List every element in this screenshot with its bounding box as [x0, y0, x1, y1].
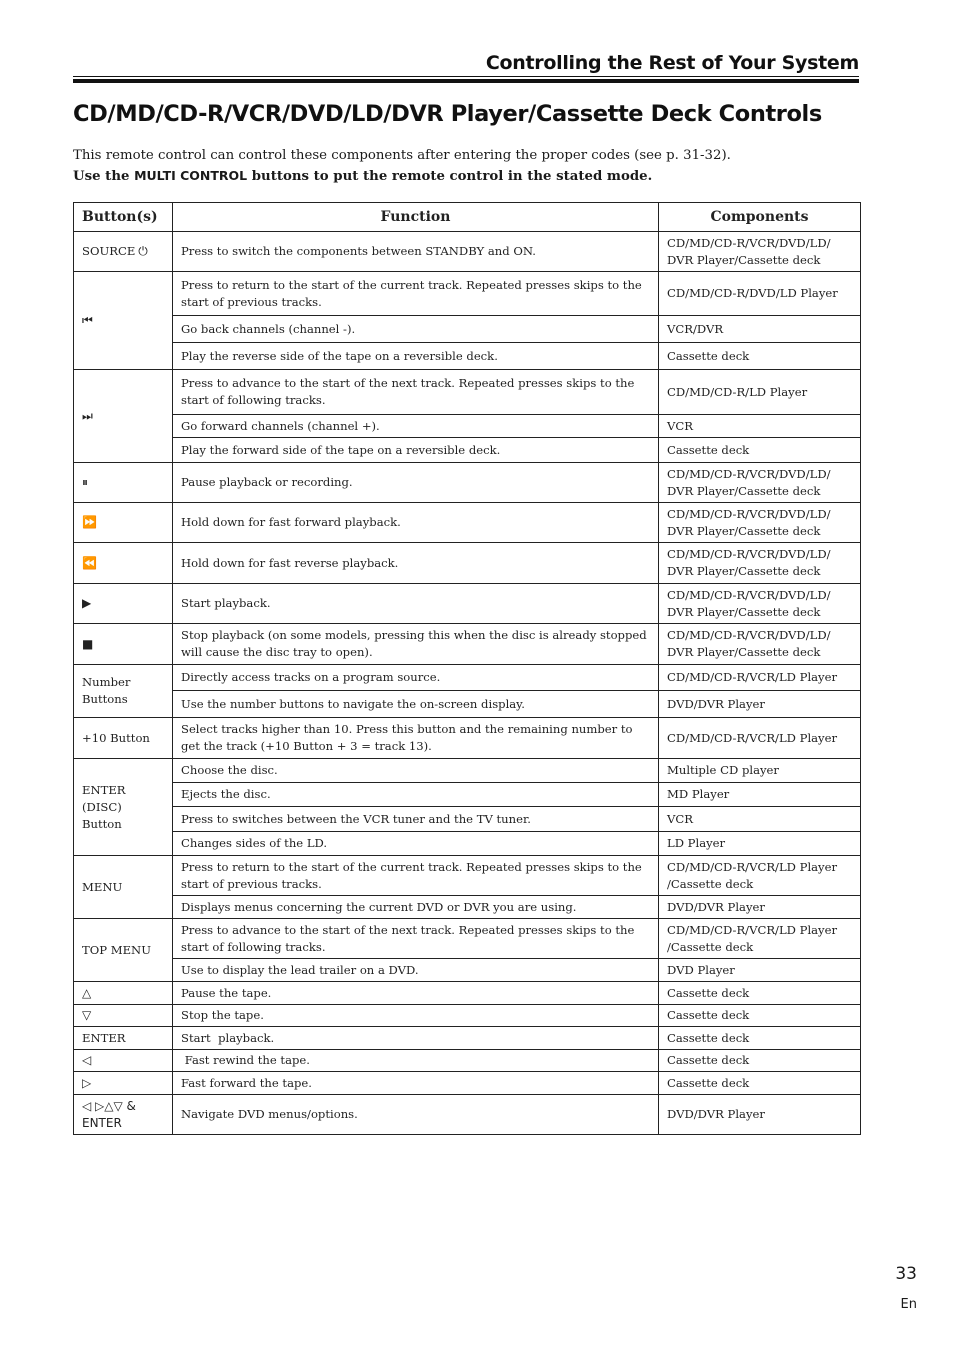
- down-arrow-icon: [74, 1005, 173, 1027]
- table-row: [74, 1095, 861, 1135]
- section-header: [73, 50, 859, 86]
- button-name-cell: [74, 919, 173, 982]
- intro: [73, 146, 859, 187]
- button-name: ■: [82, 636, 94, 651]
- header-components: Components: [659, 203, 861, 232]
- header-rule-thin: [73, 76, 859, 77]
- controls-table: [73, 202, 861, 1135]
- button-name: ◁ ▷△▽ & ENTER: [82, 1098, 136, 1130]
- components-cell: CD/MD/CD-R/DVD/LD Player: [659, 272, 861, 316]
- play-icon: [74, 584, 173, 624]
- components-cell: DVD/DVR Player: [659, 691, 861, 718]
- function-cell: Fast rewind the tape.: [173, 1050, 659, 1072]
- table-header-row: [74, 203, 861, 232]
- function-cell: Use the number buttons to navigate the on-screen display.: [173, 691, 659, 718]
- components-cell: VCR: [659, 415, 861, 438]
- function-cell: Play the forward side of the tape on a reversible deck.: [173, 438, 659, 463]
- components-cell: CD/MD/CD-R/VCR/LD Player: [659, 718, 861, 759]
- right-arrow-icon: [74, 1072, 173, 1095]
- components-cell: LD Player: [659, 832, 861, 856]
- components-cell: Multiple CD player: [659, 759, 861, 783]
- button-name-cell: [74, 718, 173, 759]
- button-name: ENTER (DISC) Button: [82, 782, 126, 831]
- components-cell: Cassette deck: [659, 438, 861, 463]
- components-cell: CD/MD/CD-R/VCR/DVD/LD/ DVR Player/Cassette deck: [659, 463, 861, 503]
- table-row: [74, 982, 861, 1005]
- button-name: ◁: [82, 1053, 92, 1067]
- button-name: ⏸: [82, 475, 89, 489]
- function-cell: Pause playback or recording.: [173, 463, 659, 503]
- intro-line-2: [73, 166, 859, 187]
- button-name: TOP MENU: [82, 942, 151, 957]
- components-cell: MD Player: [659, 783, 861, 807]
- header-button: Button(s): [74, 203, 173, 232]
- left-arrow-icon: [74, 1050, 173, 1072]
- table-row: [74, 438, 861, 463]
- table-row: [74, 1050, 861, 1072]
- components-cell: CD/MD/CD-R/VCR/LD Player /Cassette deck: [659, 919, 861, 959]
- intro-line-1: This remote control can control these components after entering the proper codes (see p. 31-32).: [73, 148, 731, 163]
- function-cell: Press to return to the start of the current track. Repeated presses skips to the start of previous tracks.: [173, 272, 659, 316]
- table-row: [74, 1005, 861, 1027]
- function-cell: Hold down for fast reverse playback.: [173, 543, 659, 584]
- button-name: ▷: [82, 1075, 92, 1090]
- table-row: [74, 272, 861, 316]
- components-cell: DVD Player: [659, 959, 861, 982]
- function-cell: Displays menus concerning the current DVD or DVR you are using.: [173, 896, 659, 919]
- components-cell: VCR: [659, 807, 861, 832]
- function-cell: Start playback.: [173, 584, 659, 624]
- table-row: [74, 232, 861, 272]
- table-row: [74, 584, 861, 624]
- table-row: [74, 832, 861, 856]
- table-row: [74, 691, 861, 718]
- function-cell: Press to return to the start of the current track. Repeated presses skips to the start of previous tracks.: [173, 856, 659, 896]
- table-row: [74, 415, 861, 438]
- button-name: MENU: [82, 879, 123, 894]
- function-cell: Play the reverse side of the tape on a reversible deck.: [173, 343, 659, 370]
- components-cell: DVD/DVR Player: [659, 1095, 861, 1135]
- power-icon: [74, 232, 173, 272]
- function-cell: Stop playback (on some models, pressing this when the disc is already stopped will cause the disc tray to open).: [173, 624, 659, 665]
- table-row: [74, 370, 861, 415]
- function-cell: Directly access tracks on a program source.: [173, 665, 659, 691]
- header-rule-thick: [73, 79, 859, 83]
- table-row: [74, 1072, 861, 1095]
- components-cell: DVD/DVR Player: [659, 896, 861, 919]
- table-row: [74, 624, 861, 665]
- button-name: ENTER: [82, 1030, 126, 1045]
- section-title: Controlling the Rest of Your System: [485, 52, 859, 74]
- components-cell: VCR/DVR: [659, 316, 861, 343]
- fast-forward-icon: [74, 503, 173, 543]
- button-name-cell: [74, 759, 173, 856]
- standby-power-icon: ⏻: [138, 244, 148, 258]
- pause-icon: [74, 463, 173, 503]
- table-row: [74, 1027, 861, 1050]
- components-cell: CD/MD/CD-R/VCR/LD Player: [659, 665, 861, 691]
- button-name: ⏩: [82, 515, 97, 529]
- table-row: [74, 316, 861, 343]
- table-row: [74, 783, 861, 807]
- components-cell: Cassette deck: [659, 1005, 861, 1027]
- components-cell: Cassette deck: [659, 1027, 861, 1050]
- function-cell: Navigate DVD menus/options.: [173, 1095, 659, 1135]
- function-cell: Go back channels (channel -).: [173, 316, 659, 343]
- button-name: Number Buttons: [82, 675, 131, 706]
- page-language: En: [900, 1297, 917, 1312]
- table-body: [74, 232, 861, 1135]
- components-cell: Cassette deck: [659, 982, 861, 1005]
- table-row: [74, 896, 861, 919]
- components-cell: CD/MD/CD-R/VCR/DVD/LD/ DVR Player/Cassette deck: [659, 543, 861, 584]
- rewind-icon: [74, 543, 173, 584]
- button-name: ⏪: [82, 555, 97, 570]
- function-cell: Ejects the disc.: [173, 783, 659, 807]
- table-row: [74, 919, 861, 959]
- function-cell: Press to advance to the start of the next track. Repeated presses skips to the start of following tracks.: [173, 370, 659, 415]
- function-cell: Press to switches between the VCR tuner and the TV tuner.: [173, 807, 659, 832]
- cursor-arrows-icon: [74, 1095, 173, 1135]
- components-cell: Cassette deck: [659, 1072, 861, 1095]
- table-row: [74, 759, 861, 783]
- multi-control-label: MULTI CONTROL: [134, 168, 248, 183]
- intro-line-2-suffix: buttons to put the remote control in the stated mode.: [247, 169, 653, 184]
- components-cell: CD/MD/CD-R/VCR/DVD/LD/ DVR Player/Cassette deck: [659, 232, 861, 272]
- table-row: [74, 503, 861, 543]
- table-row: [74, 807, 861, 832]
- function-cell: Select tracks higher than 10. Press this button and the remaining number to get the track (+10 Button + 3 = track 13).: [173, 718, 659, 759]
- table-row: [74, 856, 861, 896]
- table-row: [74, 463, 861, 503]
- button-name: ⏮: [82, 313, 93, 327]
- page-heading: CD/MD/CD-R/VCR/DVD/LD/DVR Player/Cassette Deck Controls: [73, 101, 822, 127]
- components-cell: CD/MD/CD-R/LD Player: [659, 370, 861, 415]
- function-cell: Hold down for fast forward playback.: [173, 503, 659, 543]
- function-cell: Start playback.: [173, 1027, 659, 1050]
- table-row: [74, 543, 861, 584]
- button-name: ⏭: [82, 408, 93, 423]
- next-track-icon: [74, 370, 173, 463]
- function-cell: Stop the tape.: [173, 1005, 659, 1027]
- function-cell: Go forward channels (channel +).: [173, 415, 659, 438]
- function-cell: Press to advance to the start of the next track. Repeated presses skips to the start of following tracks.: [173, 919, 659, 959]
- button-name: SOURCE: [82, 244, 136, 258]
- stop-icon: [74, 624, 173, 665]
- components-cell: CD/MD/CD-R/VCR/DVD/LD/ DVR Player/Cassette deck: [659, 584, 861, 624]
- function-cell: Choose the disc.: [173, 759, 659, 783]
- table-row: [74, 343, 861, 370]
- components-cell: CD/MD/CD-R/VCR/DVD/LD/ DVR Player/Cassette deck: [659, 503, 861, 543]
- button-name-cell: [74, 856, 173, 919]
- up-arrow-icon: [74, 982, 173, 1005]
- components-cell: Cassette deck: [659, 1050, 861, 1072]
- button-name: ▽: [82, 1008, 92, 1022]
- table-row: [74, 718, 861, 759]
- button-name-cell: [74, 1027, 173, 1050]
- table-row: [74, 959, 861, 982]
- button-name: △: [82, 985, 92, 1000]
- function-cell: Press to switch the components between STANDBY and ON.: [173, 232, 659, 272]
- table-row: [74, 665, 861, 691]
- function-cell: Pause the tape.: [173, 982, 659, 1005]
- intro-line-2-prefix: Use the: [73, 169, 135, 184]
- button-name: +10 Button: [82, 730, 150, 745]
- function-cell: Changes sides of the LD.: [173, 832, 659, 856]
- button-name: ▶: [82, 596, 92, 610]
- function-cell: Use to display the lead trailer on a DVD.: [173, 959, 659, 982]
- header-function: Function: [173, 203, 659, 232]
- page-number: 33: [895, 1264, 917, 1284]
- function-cell: Fast forward the tape.: [173, 1072, 659, 1095]
- components-cell: Cassette deck: [659, 343, 861, 370]
- components-cell: CD/MD/CD-R/VCR/LD Player /Cassette deck: [659, 856, 861, 896]
- components-cell: CD/MD/CD-R/VCR/DVD/LD/ DVR Player/Cassette deck: [659, 624, 861, 665]
- button-name-cell: [74, 665, 173, 718]
- previous-track-icon: [74, 272, 173, 370]
